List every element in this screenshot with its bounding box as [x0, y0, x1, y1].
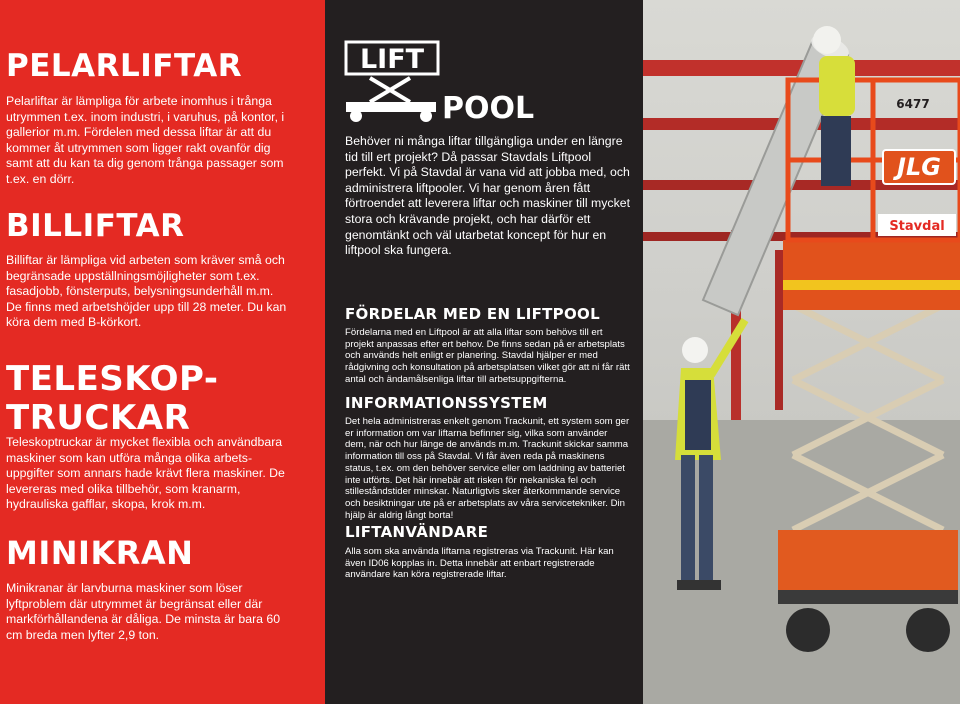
logo-wheel-icon [420, 110, 432, 122]
teleskop-heading-line2: TRUCKAR [6, 398, 191, 438]
platform-warning-stripe [783, 280, 960, 290]
photo-illustration [643, 0, 960, 704]
liftpool-logo [344, 40, 544, 124]
unit-number: 6477 [896, 97, 930, 111]
liftanvandare-text: Alla som ska använda liftarna registreras via Trackunit. Här kan även ID06 kopplas in. Detta innebär att enbart registrerade användare kan köra registrerade liftar. [345, 546, 614, 581]
liftanvandare-heading: LIFTANVÄNDARE [345, 523, 489, 541]
teleskop-heading-line1: TELESKOP- [6, 359, 219, 399]
logo-pool-text: POOL [442, 91, 535, 124]
lift-wheel-icon [786, 608, 830, 652]
pelarliftar-heading: PELARLIFTAR [6, 48, 243, 84]
teleskoptruckar-heading [6, 360, 306, 438]
minikran-heading: MINIKRAN [6, 534, 194, 572]
logo-base [346, 102, 436, 112]
billiftar-text: Billiftar är lämpliga vid arbeten som kräver små och begränsade uppställningsmöjligheter som t.ex. fasadjobb, fönsterputs, belysningsunderhåll m.m. De finns med arbetshöjder upp till 28 meter. Du kan köra dem med B-körkort. [6, 253, 287, 330]
logo-lift-text: LIFT [359, 44, 425, 75]
billiftar-heading: BILLIFTAR [6, 208, 185, 244]
pelarliftar-text: Pelarliftar är lämpliga för arbete inomhus i trånga utrymmen t.ex. inom industri, i varuhus, på kontor, i gallerior m.m. Fördelen med dessa liftar är att du kommer åt utrymmen som ligger rakt ovanför dig samt att du kan ta dig genom trånga passager som t.ex. en dörr. [6, 94, 285, 186]
fordelar-text: Fördelarna med en Liftpool är att alla liftar som behövs till ert projekt anpassas efter ert behov. De finns sedan på er arbetsplats och används helt enligt er planering. Stavdal hjälper er med rådgivning och konsultation på arbetsplatsen vilket gör att ni får rätt antal och ändamålsenliga liftar till arbetsuppgifterna. [345, 327, 630, 385]
lift-base-skirt [778, 590, 958, 604]
left-column [0, 0, 325, 704]
scissor-lift-photo [643, 0, 960, 704]
logo-wheel-icon [350, 110, 362, 122]
lift-wheel-icon [906, 608, 950, 652]
informationssystem-text: Det hela administreras enkelt genom Trackunit, ett system som ger er information om var liftarna befinner sig, vilka som använder dem, när och hur länge de används m.m. Trackunit skickar samma information till oss på Stavdal. Vi får även reda på maskinens status, t.ex. om den behöver service eller om laddning av batteriet inte utförts. Det här innebär att risken för mekaniska fel och stilleståndstider minskar. Naturligtvis sker återkommande service och besiktningar ute på er arbetsplats av våra servicetekniker. Din hjälp är aldrig långt borta! [345, 416, 630, 521]
stavdal-brand-text: Stavdal [889, 219, 945, 234]
lift-platform [783, 240, 960, 310]
lift-base [778, 530, 958, 600]
informationssystem-heading: INFORMATIONSSYSTEM [345, 394, 548, 412]
red-column [775, 250, 783, 410]
teleskoptruckar-text: Teleskoptruckar är mycket flexibla och användbara maskiner som kan utföra många olika arbets-uppgifter som annars hade krävt flera maskiner. De levereras med olika tillbehör, som kranarm, hydrauliska gafflar, skopa, krok m.m. [6, 435, 285, 512]
fordelar-heading: FÖRDELAR MED EN LIFTPOOL [345, 305, 600, 323]
middle-column [325, 0, 643, 704]
liftpool-intro-text: Behöver ni många liftar tillgängliga under en längre tid till ert projekt? Då passar Stavdals Liftpool perfekt. Vi på Stavdal är vana vid att jobba med, och administrera liftpooler. Vi har genom åren fått förtroendet att leverera liftar och maskiner till mycket stora och krävande projekt, och har därför ett genomtänkt och väl utarbetat koncept för hur en liftpool ska fungera. [345, 134, 630, 258]
jlg-brand-text: JLG [897, 153, 941, 181]
minikran-text: Minikranar är larvburna maskiner som löser lyftproblem där utrymmet är begränsat eller där markförhållandena är dåliga. De minsta är bara 60 cm breda men lyfter 2,9 ton. [6, 581, 281, 642]
